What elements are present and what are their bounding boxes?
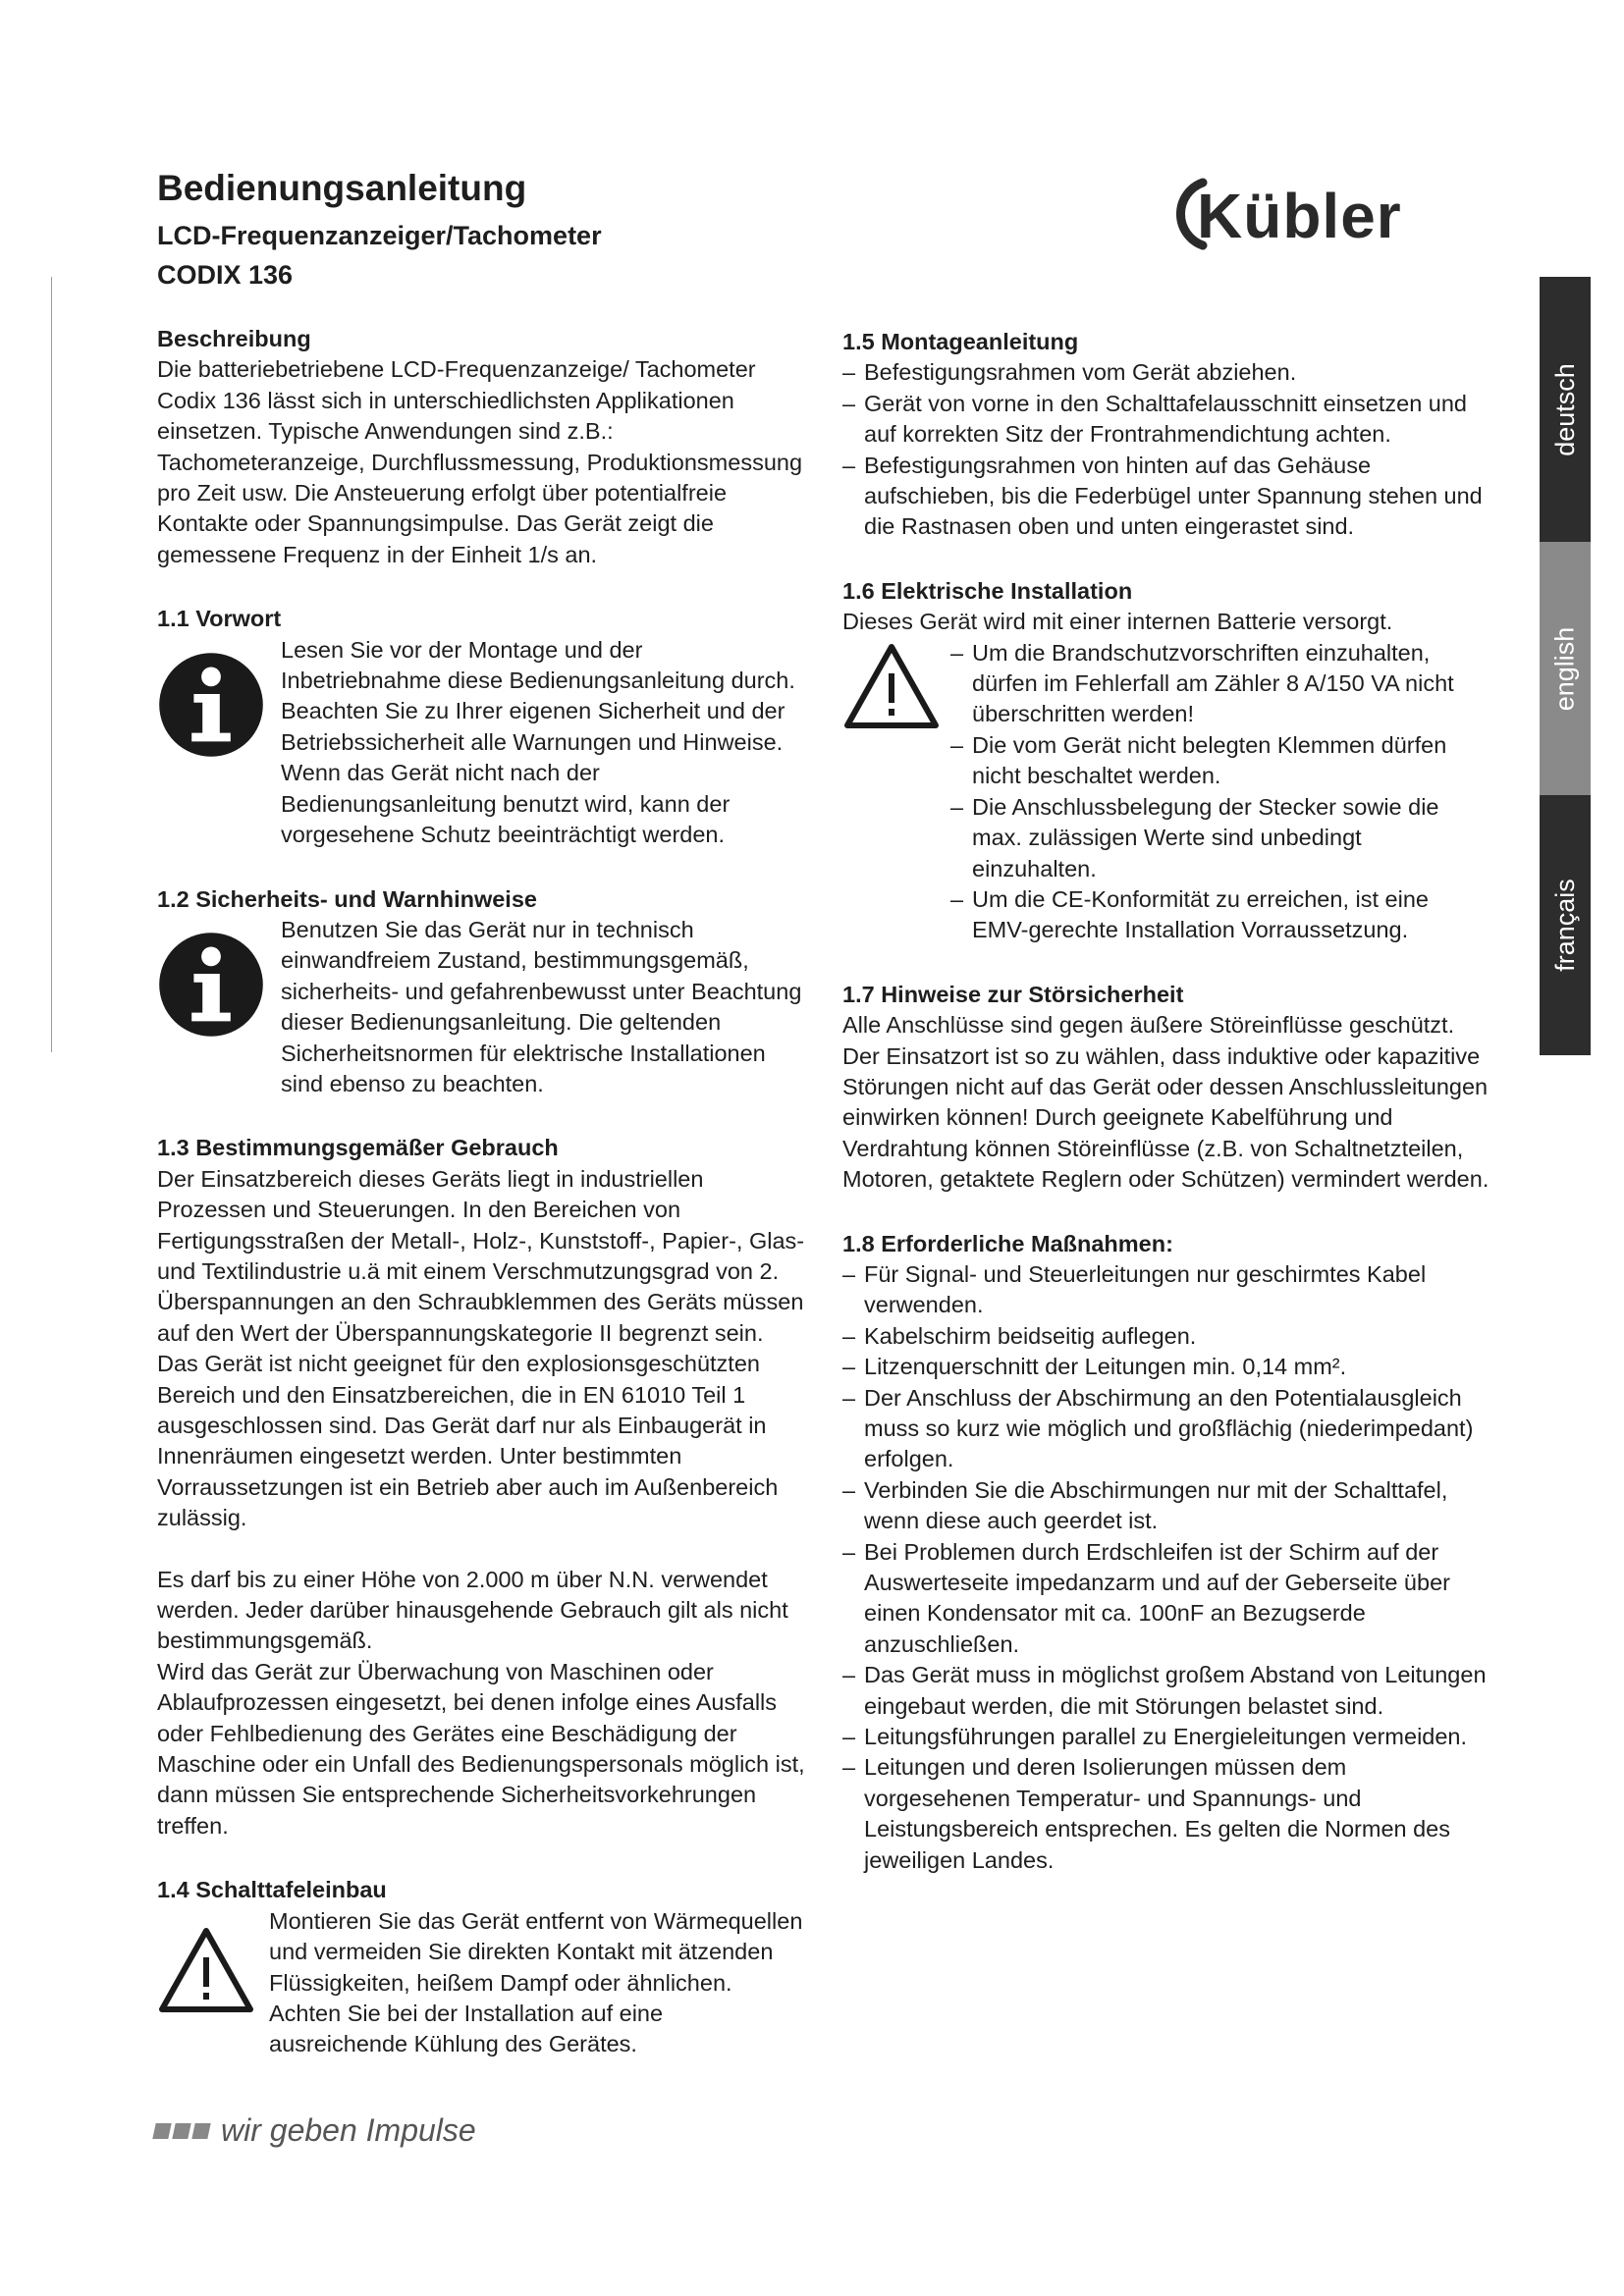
right-column — [842, 327, 1490, 1909]
section-schalttafel — [157, 1875, 805, 2059]
section-vorwort — [157, 604, 805, 850]
info-icon — [157, 635, 281, 851]
massnahmen-list — [842, 1259, 1490, 1876]
margin-line — [51, 277, 52, 1052]
montage-list — [842, 357, 1490, 542]
section-heading: 1.6 Elektrische Installation — [842, 577, 1133, 604]
list-item: – Kabelschirm beidseitig auflegen. — [842, 1321, 1490, 1352]
tab-francais: français — [1540, 795, 1591, 1055]
section-heading: 1.5 Montageanleitung — [842, 329, 1079, 354]
section-text: Wird das Gerät zur Überwachung von Maschinen oder Ablaufprozessen eingesetzt, bei denen infolge eines Ausfalls oder Fehlbedienung des Gerätes eine Beschädigung der Maschine oder ein Unfall des Bedienungspersonals möglich ist, dann müssen Sie entsprechende Sicherheitsvorkehrungen treffen. — [157, 1658, 805, 1839]
slogan-square-icon — [152, 2123, 171, 2139]
left-column — [157, 324, 805, 2094]
list-item: – Leitungsführungen parallel zu Energieleitungen vermeiden. — [842, 1722, 1490, 1752]
section-text: Lesen Sie vor der Montage und der Inbetriebnahme diese Bedienungsanleitung durch. Beachten Sie zu Ihrer eigenen Sicherheit und der Betriebssicherheit alle Warnungen und Hinweise. Wenn das Gerät nicht nach der Bedienungsanleitung benutzt wird, kann der vorgesehene Schutz beeinträchtigt werden. — [281, 636, 795, 848]
list-item: – Bei Problemen durch Erdschleifen ist der Schirm auf der Auswerteseite impedanzarm und auf der Geberseite über einen Kondensator mit ca. 100nF an Bezugserde anzuschließen. — [842, 1537, 1490, 1661]
section-heading: 1.8 Erforderliche Maßnahmen: — [842, 1230, 1173, 1256]
section-heading: 1.4 Schalttafeleinbau — [157, 1877, 387, 1903]
list-item: – Das Gerät muss in möglichst großem Abstand von Leitungen eingebaut werden, die mit Störungen belastet sind. — [842, 1660, 1490, 1722]
warning-icon — [157, 1906, 269, 2060]
document-subtitle: LCD-Frequenzanzeiger/Tachometer — [157, 221, 602, 250]
slogan-text: wir geben Impulse — [221, 2112, 476, 2148]
section-sicherheit — [157, 884, 805, 1100]
footer-slogan — [154, 2112, 476, 2149]
section-beschreibung — [157, 324, 805, 570]
list-item: – Befestigungsrahmen vom Gerät abziehen. — [842, 357, 1490, 388]
section-heading: 1.1 Vorwort — [157, 606, 282, 632]
language-tabs — [1540, 277, 1591, 1055]
slogan-square-icon — [191, 2123, 210, 2139]
list-item: – Verbinden Sie die Abschirmungen nur mit der Schalttafel, wenn diese auch geerdet ist. — [842, 1475, 1490, 1537]
list-item: – Für Signal- und Steuerleitungen nur geschirmtes Kabel verwenden. — [842, 1259, 1490, 1321]
model-name: CODIX 136 — [157, 260, 294, 290]
info-icon — [157, 915, 281, 1099]
section-heading: Beschreibung — [157, 326, 311, 351]
list-item: – Um die Brandschutzvorschriften einzuhalten, dürfen im Fehlerfall am Zähler 8 A/150 VA nicht überschritten werden! — [950, 638, 1490, 730]
slogan-square-icon — [172, 2123, 190, 2139]
section-text: Dieses Gerät wird mit einer internen Batterie versorgt. — [842, 609, 1393, 635]
elektrisch-list — [950, 638, 1490, 946]
section-text: Benutzen Sie das Gerät nur in technisch einwandfreiem Zustand, bestimmungsgemäß, sicherheits- und gefahrenbewusst unter Beachtung dieser Bedienungsanleitung. Die geltenden Sicherheitsnormen für elektrische Installationen sind ebenso zu beachten. — [281, 916, 802, 1096]
warning-icon — [842, 638, 950, 946]
section-text: Die batteriebetriebene LCD-Frequenzanzeige/ Tachometer Codix 136 lässt sich in unterschiedlichsten Applikationen einsetzen. Typische Anwendungen sind z.B.: Tachometeranzeige, Durchflussmessung, Produktionsmessung pro Zeit usw. Die Ansteuerung erfolgt über potentialfreie Kontakte oder Spannungsimpulse. Das Gerät zeigt die gemessene Frequenz in der Einheit 1/s an. — [157, 356, 803, 567]
document-title: Bedienungsanleitung — [157, 168, 527, 208]
section-text: Alle Anschlüsse sind gegen äußere Störeinflüsse geschützt. Der Einsatzort ist so zu wählen, dass induktive oder kapazitive Störungen nicht auf das Gerät oder dessen Anschlussleitungen einwirken können! Durch geeignete Kabelführung und Verdrahtung können Störeinflüsse (z.B. von Schaltnetzteilen, Motoren, getaktete Reglern oder Schützen) vermindert werden. — [842, 1012, 1489, 1193]
list-item: – Leitungen und deren Isolierungen müssen dem vorgesehenen Temperatur- und Spannungs- und Leistungsbereich entsprechen. Es gelten die Normen des jeweiligen Landes. — [842, 1752, 1490, 1876]
tab-deutsch: deutsch — [1540, 277, 1591, 542]
list-item: – Gerät von vorne in den Schalttafelausschnitt einsetzen und auf korrekten Sitz der Frontrahmendichtung achten. — [842, 389, 1490, 451]
section-massnahmen — [842, 1229, 1490, 1877]
section-text: Der Einsatzbereich dieses Geräts liegt in industriellen Prozessen und Steuerungen. In den Bereichen von Fertigungsstraßen der Metall-, Holz-, Kunststoff-, Papier-, Glas- und Textilindustrie u.ä mit einem Verschmutzungsgrad von 2. Überspannungen an den Schraubklemmen des Geräts müssen auf den Wert der Überspannungskategorie II begrenzt sein. Das Gerät ist nicht geeignet für den explosionsgeschützten Bereich und den Einsatzbereichen, die in EN 61010 Teil 1 ausgeschlossen sind. Das Gerät darf nur als Einbaugerät in Innenräumen eingesetzt werden. Unter bestimmten Vorraussetzungen ist ein Betrieb aber auch im Außenbereich zulässig. — [157, 1165, 805, 1531]
section-text: Montieren Sie das Gerät entfernt von Wärmequellen und vermeiden Sie direkten Kontakt mit ätzenden Flüssigkeiten, heißem Dampf oder ähnlichen. Achten Sie bei der Installation auf eine ausreichende Kühlung des Gerätes. — [269, 1907, 803, 2057]
list-item: – Die Anschlussbelegung der Stecker sowie die max. zulässigen Werte sind unbedingt einzuhalten. — [950, 792, 1490, 884]
section-heading: 1.2 Sicherheits- und Warnhinweise — [157, 885, 537, 912]
section-montage — [842, 327, 1490, 543]
list-item: – Litzenquerschnitt der Leitungen min. 0,14 mm². — [842, 1352, 1490, 1382]
section-text: Es darf bis zu einer Höhe von 2.000 m über N.N. verwendet werden. Jeder darüber hinausgehende Gebrauch gilt als nicht bestimmungsgemäß. — [157, 1566, 788, 1654]
svg-text:Kübler: Kübler — [1197, 181, 1402, 251]
section-elektrisch — [842, 576, 1490, 946]
kuebler-logo — [1164, 175, 1478, 253]
list-item: – Der Anschluss der Abschirmung an den Potentialausgleich muss so kurz wie möglich und großflächig (niederimpedant) erfolgen. — [842, 1383, 1490, 1475]
section-heading: 1.3 Bestimmungsgemäßer Gebrauch — [157, 1135, 559, 1161]
tab-english: english — [1540, 542, 1591, 795]
section-stoersicherheit — [842, 980, 1490, 1196]
section-heading: 1.7 Hinweise zur Störsicherheit — [842, 981, 1184, 1007]
list-item: – Die vom Gerät nicht belegten Klemmen dürfen nicht beschaltet werden. — [950, 730, 1490, 792]
section-gebrauch — [157, 1133, 805, 1842]
list-item: – Um die CE-Konformität zu erreichen, ist eine EMV-gerechte Installation Vorraussetzung. — [950, 884, 1490, 946]
list-item: – Befestigungsrahmen von hinten auf das Gehäuse aufschieben, bis die Federbügel unter Spannung stehen und die Rastnasen oben und unten eingerastet sind. — [842, 451, 1490, 543]
